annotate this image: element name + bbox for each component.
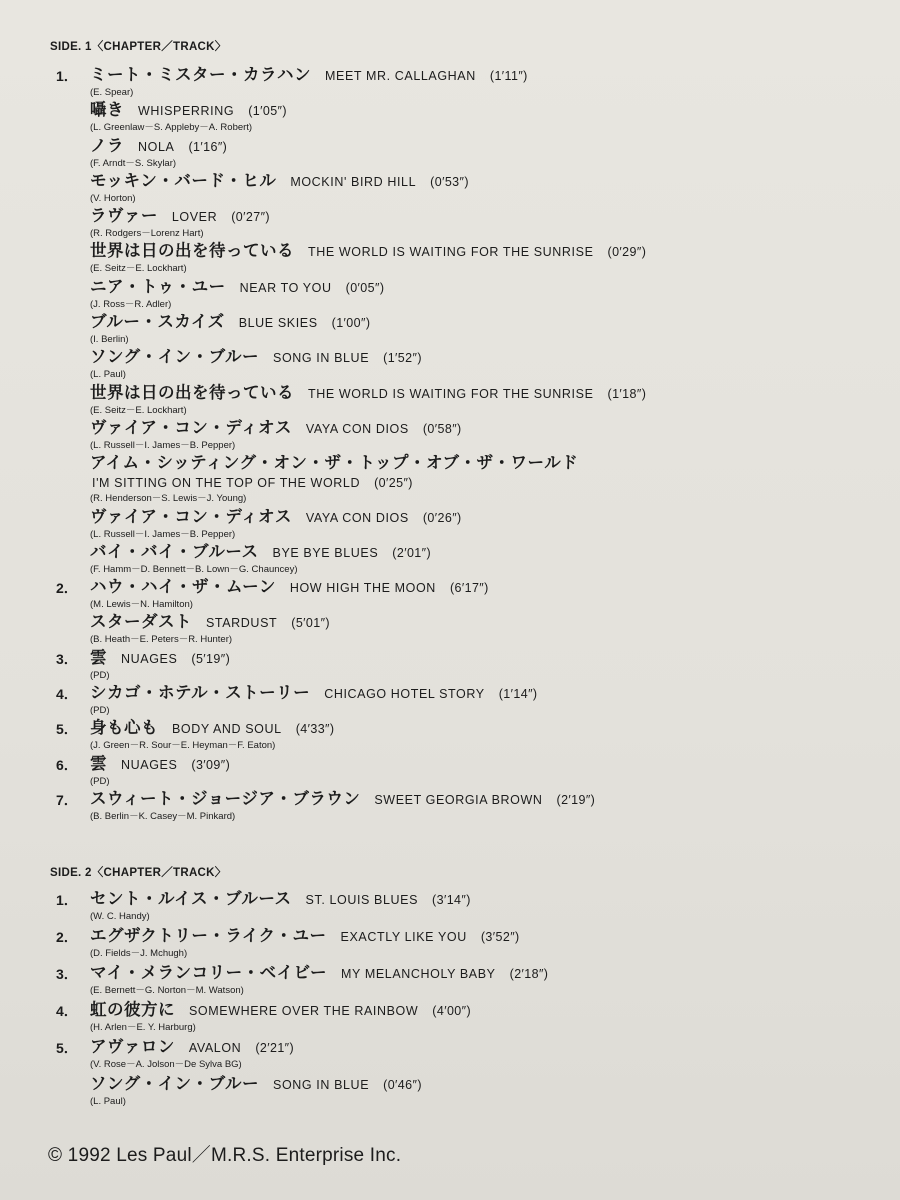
composer-credit: (PD) xyxy=(90,669,110,681)
track-duration: (4′33″) xyxy=(295,722,335,737)
track-title-line xyxy=(90,240,900,262)
track-number: 5． xyxy=(56,721,78,738)
track-title-line xyxy=(90,647,900,669)
english-title: VAYA CON DIOS xyxy=(305,510,409,525)
side1-header: SIDE. 1〈CHAPTER／TRACK〉 xyxy=(50,41,227,53)
composer-credit: (D. Fields－J. Mchugh) xyxy=(90,948,188,959)
composer-credit: (L. Russell－I. James－B. Pepper) xyxy=(90,528,236,540)
track-duration: (1′52″) xyxy=(383,351,422,366)
track-entry xyxy=(0,64,900,99)
track-title-line xyxy=(90,788,900,810)
japanese-title: ニア・トゥ・ユー xyxy=(90,276,226,296)
track-title-line xyxy=(90,682,900,704)
track-title-line xyxy=(90,311,900,333)
track-title-line xyxy=(90,753,900,775)
japanese-title: ミート・ミスター・カラハン xyxy=(90,65,311,84)
english-title: ST. LOUIS BLUES xyxy=(305,893,419,907)
track-duration: (0′46″) xyxy=(383,1078,422,1092)
english-title: HOW HIGH THE MOON xyxy=(289,581,436,596)
track-entry xyxy=(0,576,900,611)
track-title-line xyxy=(90,717,900,739)
track-number: 4． xyxy=(56,1003,78,1019)
composer-credit: (M. Lewis－N. Hamilton) xyxy=(90,599,193,611)
track-entry xyxy=(0,647,900,682)
composer-credit: (L. Paul) xyxy=(90,1096,126,1107)
track-entry xyxy=(0,506,900,541)
track-title-line xyxy=(90,1036,900,1058)
english-title: BLUE SKIES xyxy=(238,316,318,331)
track-number: 7． xyxy=(56,791,78,808)
track-title-line xyxy=(90,999,900,1021)
side2-track-list xyxy=(0,888,900,1110)
side1-track-list xyxy=(0,64,900,823)
track-duration: (2′01″) xyxy=(392,545,432,560)
composer-credit: (R. Rodgers－Lorenz Hart) xyxy=(90,228,204,240)
track-entry xyxy=(0,382,900,417)
japanese-title: 囁き xyxy=(90,100,124,120)
english-title-line xyxy=(92,474,900,492)
composer-credit: (PD) xyxy=(90,775,110,787)
track-number: 6． xyxy=(56,756,78,773)
track-number: 1． xyxy=(56,892,78,908)
japanese-title: モッキン・バード・ヒル xyxy=(90,170,277,190)
track-entry xyxy=(0,788,900,823)
side2-header: SIDE. 2〈CHAPTER／TRACK〉 xyxy=(50,867,227,879)
track-duration: (1′05″) xyxy=(248,104,287,119)
track-duration: (0′05″) xyxy=(345,280,385,295)
track-title-line xyxy=(90,205,900,227)
track-entry xyxy=(0,170,900,205)
track-duration: (0′25″) xyxy=(374,476,413,491)
composer-credit: (H. Arlen－E. Y. Harburg) xyxy=(90,1022,196,1033)
copyright-notice: © 1992 Les Paul／M.R.S. Enterprise Inc. xyxy=(48,1145,402,1166)
japanese-title: アイム・シッティング・オン・ザ・トップ・オブ・ザ・ワールド xyxy=(90,453,579,473)
track-title-line xyxy=(90,962,900,984)
english-title: STARDUST xyxy=(206,616,278,631)
composer-credit: (E. Spear) xyxy=(90,87,134,98)
composer-credit: (J. Ross－R. Adler) xyxy=(90,298,172,310)
track-entry xyxy=(0,346,900,381)
composer-credit: (E. Bernett－G. Norton－M. Watson) xyxy=(90,985,244,996)
track-duration: (1′14″) xyxy=(498,687,538,702)
english-title: THE WORLD IS WAITING FOR THE SUNRISE xyxy=(308,386,594,401)
track-title-line xyxy=(90,1073,900,1095)
track-duration: (0′58″) xyxy=(422,421,462,436)
english-title: SWEET GEORGIA BROWN xyxy=(374,792,543,807)
composer-credit: (E. Seitz－E. Lockhart) xyxy=(90,263,187,275)
japanese-title: ラヴァー xyxy=(90,206,158,226)
track-duration: (0′29″) xyxy=(607,245,647,260)
english-title: EXACTLY LIKE YOU xyxy=(340,930,467,944)
track-duration: (5′19″) xyxy=(191,651,231,666)
english-title: LOVER xyxy=(171,210,218,225)
track-duration: (4′00″) xyxy=(432,1004,472,1018)
composer-credit: (L. Greenlaw－S. Appleby－A. Robert) xyxy=(90,122,253,134)
track-duration: (2′19″) xyxy=(556,792,596,807)
track-title-line xyxy=(90,452,900,474)
japanese-title: ソング・イン・ブルー xyxy=(90,347,260,367)
english-title: NOLA xyxy=(138,139,175,154)
track-duration: (3′52″) xyxy=(480,930,520,944)
english-title: MY MELANCHOLY BABY xyxy=(341,967,496,981)
track-duration: (2′21″) xyxy=(255,1041,295,1055)
english-title: NEAR TO YOU xyxy=(239,280,332,295)
japanese-title: シカゴ・ホテル・ストーリー xyxy=(90,683,311,703)
composer-credit: (E. Seitz－E. Lockhart) xyxy=(90,404,187,416)
english-title: NUAGES xyxy=(121,651,178,666)
track-duration: (0′26″) xyxy=(422,510,462,525)
track-title-line xyxy=(90,925,900,947)
track-entry xyxy=(0,541,900,576)
track-entry xyxy=(0,962,900,997)
track-entry xyxy=(0,999,900,1034)
track-duration: (1′11″) xyxy=(489,69,528,83)
japanese-title: セント・ルイス・ブルース xyxy=(90,889,292,908)
track-entry xyxy=(0,753,900,788)
english-title: WHISPERRING xyxy=(138,104,235,119)
composer-credit: (L. Paul) xyxy=(90,369,126,381)
track-entry xyxy=(0,311,900,346)
japanese-title: 身も心も xyxy=(90,718,158,738)
track-entry xyxy=(0,99,900,134)
track-duration: (0′53″) xyxy=(430,174,469,189)
composer-credit: (L. Russell－I. James－B. Pepper) xyxy=(90,439,236,451)
composer-credit: (V. Rose－A. Jolson－De Sylva BG) xyxy=(90,1059,242,1070)
english-title: BODY AND SOUL xyxy=(172,722,282,737)
japanese-title: 雲 xyxy=(90,753,107,773)
track-entry xyxy=(0,1036,900,1071)
english-title: SONG IN BLUE xyxy=(273,351,370,366)
english-title: VAYA CON DIOS xyxy=(305,421,409,436)
track-number: 2． xyxy=(56,929,78,945)
track-number: 3． xyxy=(56,966,78,982)
composer-credit: (I. Berlin) xyxy=(90,334,129,346)
track-entry xyxy=(0,925,900,960)
english-title: NUAGES xyxy=(121,757,178,772)
track-entry xyxy=(0,888,900,923)
track-duration: (3′14″) xyxy=(432,893,471,907)
track-entry xyxy=(0,276,900,311)
track-number: 4． xyxy=(56,686,78,703)
japanese-title: アヴァロン xyxy=(90,1037,175,1056)
track-title-line xyxy=(90,346,900,368)
track-entry xyxy=(0,611,900,646)
japanese-title: スターダスト xyxy=(90,612,192,632)
track-number: 3． xyxy=(56,650,78,667)
english-title: SOMEWHERE OVER THE RAINBOW xyxy=(189,1004,419,1018)
japanese-title: ヴァイア・コン・ディオス xyxy=(90,417,292,437)
track-number: 1． xyxy=(56,68,78,84)
track-title-line xyxy=(90,888,900,910)
track-duration: (2′18″) xyxy=(509,967,549,981)
japanese-title: ブルー・スカイズ xyxy=(90,312,225,332)
track-duration: (1′00″) xyxy=(331,316,371,331)
track-title-line xyxy=(90,506,900,528)
composer-credit: (R. Henderson－S. Lewis－J. Young) xyxy=(90,493,247,505)
track-duration: (0′27″) xyxy=(231,210,270,225)
english-title: I'M SITTING ON THE TOP OF THE WORLD xyxy=(92,476,361,491)
track-duration: (1′16″) xyxy=(188,139,228,154)
japanese-title: 世界は日の出を待っている xyxy=(90,241,294,261)
track-title-line xyxy=(90,382,900,404)
track-duration: (1′18″) xyxy=(607,386,647,401)
japanese-title: エグザクトリー・ライク・ユー xyxy=(90,926,327,945)
track-title-line xyxy=(90,170,900,192)
composer-credit: (B. Berlin－K. Casey－M. Pinkard) xyxy=(90,810,236,822)
track-entry xyxy=(0,682,900,717)
track-number: 5． xyxy=(56,1040,78,1056)
japanese-title: 虹の彼方に xyxy=(90,1000,175,1019)
japanese-title: 世界は日の出を待っている xyxy=(90,382,294,402)
track-title-line xyxy=(90,417,900,439)
composer-credit: (B. Heath－E. Peters－R. Hunter) xyxy=(90,634,233,646)
track-duration: (6′17″) xyxy=(449,581,489,596)
japanese-title: ノラ xyxy=(90,135,124,155)
track-title-line xyxy=(90,541,900,563)
japanese-title: ソング・イン・ブルー xyxy=(90,1074,260,1093)
track-title-line xyxy=(90,99,900,121)
composer-credit: (V. Horton) xyxy=(90,192,136,204)
composer-credit: (J. Green－R. Sour－E. Heyman－F. Eaton) xyxy=(90,740,276,752)
english-title: SONG IN BLUE xyxy=(273,1078,370,1092)
track-duration: (3′09″) xyxy=(191,757,231,772)
track-title-line xyxy=(90,276,900,298)
track-title-line xyxy=(90,135,900,157)
track-entry xyxy=(0,240,900,275)
composer-credit: (F. Arndt－S. Skylar) xyxy=(90,157,177,169)
japanese-title: ハウ・ハイ・ザ・ムーン xyxy=(90,577,276,597)
japanese-title: ヴァイア・コン・ディオス xyxy=(90,506,292,526)
japanese-title: スウィート・ジョージア・ブラウン xyxy=(90,788,361,808)
track-number: 2． xyxy=(56,580,78,597)
track-title-line xyxy=(90,64,900,86)
english-title: BYE BYE BLUES xyxy=(272,545,379,560)
track-entry xyxy=(0,1073,900,1108)
japanese-title: バイ・バイ・ブルース xyxy=(90,541,259,561)
track-entry xyxy=(0,717,900,752)
english-title: MOCKIN' BIRD HILL xyxy=(290,174,417,189)
composer-credit: (W. C. Handy) xyxy=(90,911,150,922)
track-entry xyxy=(0,135,900,170)
track-title-line xyxy=(90,576,900,598)
english-title: MEET MR. CALLAGHAN xyxy=(325,69,476,83)
track-entry xyxy=(0,417,900,452)
composer-credit: (PD) xyxy=(90,705,110,717)
english-title: THE WORLD IS WAITING FOR THE SUNRISE xyxy=(308,245,594,260)
english-title: CHICAGO HOTEL STORY xyxy=(324,687,485,702)
track-entry xyxy=(0,205,900,240)
track-entry xyxy=(0,452,900,505)
track-title-line xyxy=(90,611,900,633)
composer-credit: (F. Hamm－D. Bennett－B. Lown－G. Chauncey) xyxy=(90,563,298,575)
japanese-title: マイ・メランコリー・ベイビー xyxy=(90,963,328,982)
english-title: AVALON xyxy=(188,1041,242,1055)
track-duration: (5′01″) xyxy=(291,616,330,631)
japanese-title: 雲 xyxy=(90,647,107,667)
